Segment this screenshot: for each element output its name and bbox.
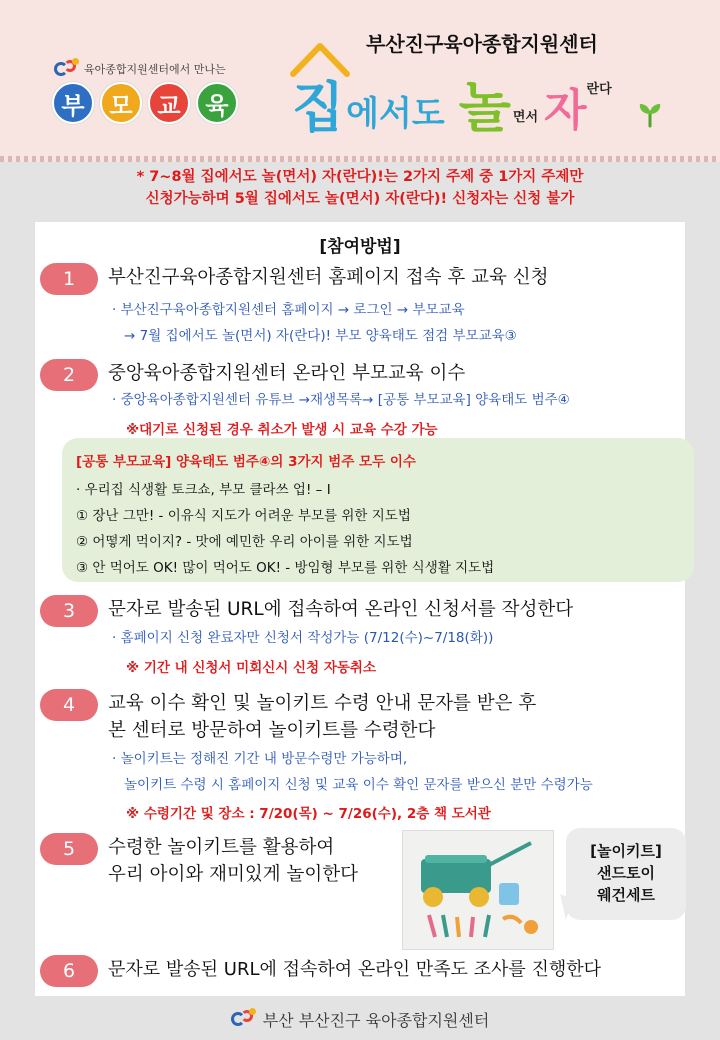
step-2-red: ※대기로 신청된 경우 취소가 발생 시 교육 수강 가능 [126, 422, 438, 438]
title-randa: 란다 [586, 82, 612, 97]
play-kit-photo [402, 830, 554, 950]
green-box-line-4: ③ 안 먹어도 OK! 많이 먹어도 OK! - 방임형 부모를 위한 식생활 지도법 [76, 560, 495, 576]
step-4-red: ※ 수령기간 및 장소 : 7/20(목) ~ 7/26(수), 2층 책 도서관 [126, 806, 491, 822]
logo-small [54, 58, 226, 80]
step-3-sub-1: · 홈페이지 신청 완료자만 신청서 작성가능 (7/12(수)~7/18(화)) [112, 630, 494, 646]
step-4-title-1: 교육 이수 확인 및 놀이키트 수령 안내 문자를 받은 후 [108, 693, 537, 714]
bubble-line-2: 샌드토이 [597, 864, 655, 882]
circle-bu: 부 [52, 82, 94, 124]
step-4-sub-2: 놀이키트 수령 시 홈페이지 신청 및 교육 이수 확인 문자를 받으신 분만 수령가능 [124, 777, 593, 793]
step-1-title: 부산진구육아종합지원센터 홈페이지 접속 후 교육 신청 [108, 267, 549, 288]
circle-gyo: 교 [148, 82, 190, 124]
notice-line-2: 신청가능하며 5월 집에서도 놀(면서) 자(란다)! 신청자는 신청 불가 [145, 191, 575, 207]
sprout-icon [636, 100, 664, 128]
step-2-sub-1: · 중앙육아종합지원센터 유튜브 →재생목록→ [공통 부모교육] 양육태도 범주④ [112, 392, 570, 408]
footer-logo-icon [231, 1008, 257, 1030]
green-box-line-2: ① 장난 그만! - 이유식 지도가 어려운 부모를 위한 지도법 [76, 508, 411, 524]
logo-small-text: 육아종합지원센터에서 만나는 [84, 63, 226, 76]
kit-name-bubble [566, 828, 686, 920]
notice-line-1: * 7~8월 집에서도 놀(면서) 자(란다)!는 2가지 주제 중 1가지 주제만 [136, 169, 584, 185]
title-ja: 자 [544, 85, 587, 136]
parent-education-circles [52, 82, 238, 124]
step-5-badge: 5 [40, 833, 98, 865]
title-myeonseo: 면서 [512, 110, 539, 125]
center-logo-icon [54, 58, 80, 80]
step-4-badge: 4 [40, 689, 98, 721]
step-1-badge: 1 [40, 263, 98, 295]
footer [0, 1002, 720, 1036]
step-2-badge: 2 [40, 359, 98, 391]
circle-yuk: 육 [196, 82, 238, 124]
step-3-red: ※ 기간 내 신청서 미회신시 신청 자동취소 [126, 660, 376, 676]
program-title [292, 76, 612, 139]
step-6-title: 문자로 발송된 URL에 접속하여 온라인 만족도 조사를 진행한다 [108, 959, 602, 980]
header-stripe [0, 156, 720, 162]
step-2-title: 중앙육아종합지원센터 온라인 부모교육 이수 [108, 363, 466, 384]
bubble-line-3: 웨건세트 [597, 886, 655, 904]
step-4-title-2: 본 센터로 방문하여 놀이키트를 수령한다 [108, 720, 436, 741]
footer-text: 부산 부산진구 육아종합지원센터 [262, 1010, 490, 1030]
center-name: 부산진구육아종합지원센터 [366, 32, 598, 56]
step-5-title-2: 우리 아이와 재미있게 놀이한다 [108, 864, 358, 885]
step-4-sub-1: · 놀이키트는 정해진 기간 내 방문수령만 가능하며, [112, 751, 408, 767]
step-3-badge: 3 [40, 595, 98, 627]
title-nol: 놀 [458, 76, 511, 139]
house-roof-icon [285, 40, 355, 80]
step-5-title-1: 수령한 놀이키트를 활용하여 [108, 837, 335, 858]
participation-method-title: [참여방법] [319, 237, 401, 257]
step-3-title: 문자로 발송된 URL에 접속하여 온라인 신청서를 작성한다 [108, 599, 574, 620]
bubble-line-1: [놀이키트] [590, 842, 662, 860]
notice [0, 166, 720, 210]
green-box-line-1: · 우리집 식생활 토크쇼, 부모 클라쓰 업! – Ⅰ [76, 482, 331, 498]
circle-mo: 모 [100, 82, 142, 124]
common-education-box [62, 438, 694, 582]
green-box-line-3: ② 어떻게 먹이지? - 맛에 예민한 우리 아이를 위한 지도법 [76, 534, 413, 550]
step-1-sub-2: → 7월 집에서도 놀(면서) 자(란다)! 부모 양육태도 점검 부모교육③ [124, 328, 517, 344]
step-6-badge: 6 [40, 955, 98, 987]
title-eseodo: 에서도 [346, 94, 445, 134]
green-box-title: [공통 부모교육] 양육태도 범주④의 3가지 범주 모두 이수 [76, 454, 416, 470]
step-1-sub-1: · 부산진구육아종합지원센터 홈페이지 → 로그인 → 부모교육 [112, 302, 465, 318]
title-jip: 집 [292, 76, 345, 139]
